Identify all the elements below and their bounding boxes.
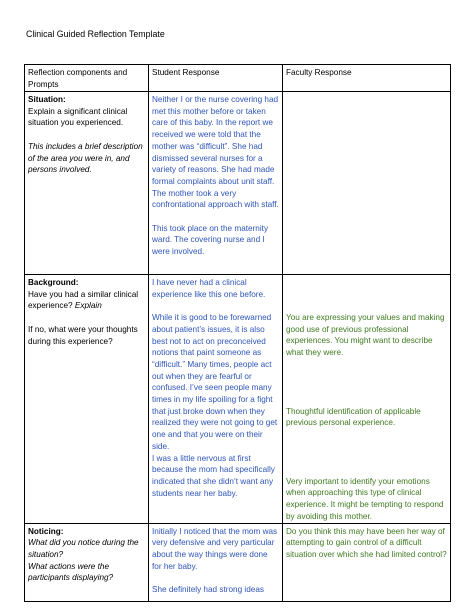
noticing-heading: Noticing: (28, 526, 64, 536)
noticing-student-text-2: She definitely had strong ideas (152, 585, 264, 595)
header-student-response: Student Response (149, 65, 283, 92)
noticing-prompt-cell (25, 523, 149, 601)
noticing-prompt-2: What actions were the participants displaying? (28, 561, 114, 583)
noticing-faculty-text-1: Do you think this may have been her way of attempting to gain control of a difficult situation over which she had limited control? (286, 526, 447, 559)
background-prompt-cell (25, 275, 149, 524)
page-title: Clinical Guided Reflection Template (26, 29, 165, 39)
noticing-student-cell[interactable] (149, 523, 283, 601)
situation-student-cell[interactable] (149, 92, 283, 275)
background-faculty-text-2: Thoughtful identification of applicable previous personal experience. (286, 406, 421, 428)
background-heading: Background: (28, 278, 79, 287)
noticing-prompt-1: What did you notice during the situation? (28, 538, 139, 559)
situation-row (25, 92, 451, 275)
noticing-student-text-1: Initially I noticed that the mom was very defensive and very particular about the way things were done for her baby. (152, 526, 278, 571)
background-faculty-text-1: You are expressing your values and making good use of previous professional experiences. You might want to describe what they were. (286, 313, 445, 358)
situation-prompt-cell (25, 92, 149, 275)
background-student-text-3: I was a little nervous at first because the mom had specifically indicated that she didn’t want any students near her baby. (152, 453, 275, 498)
header-faculty-response: Faculty Response (283, 65, 451, 92)
situation-student-text-1: Neither I or the nurse covering had met this mother before or taken care of this baby. In the report we received we were told that the mother was “difficult”. She had dismissed several nurses for a variety of reasons. She had made formal complaints about unit staff. The mother took a very confrontational approach with staff. (152, 95, 279, 210)
background-prompt-1-em: Explain (74, 301, 102, 311)
situation-heading: Situation: (28, 95, 66, 104)
situation-prompt: Explain a significant clinical situation you experienced. (28, 106, 128, 128)
background-row (25, 275, 451, 524)
background-faculty-text-3: Very important to identify your emotions when approaching this type of clinical experience. It might be tempting to respond by avoiding this mother. (286, 476, 444, 521)
background-prompt-1: Have you had a similar clinical experience? (28, 289, 139, 311)
noticing-faculty-cell[interactable] (283, 523, 451, 601)
header-components: Reflection components and Prompts (25, 65, 149, 92)
table-header-row (25, 65, 451, 92)
reflection-table (24, 64, 451, 602)
situation-note: This includes a brief description of the area you were in, and persons involved. (28, 141, 143, 175)
background-prompt-2: If no, what were your thoughts during this experience? (28, 324, 138, 346)
background-student-text-1: I have never had a clinical experience like this one before. (152, 278, 266, 299)
background-student-cell[interactable] (149, 275, 283, 524)
background-faculty-cell[interactable] (283, 275, 451, 524)
background-student-text-2: While it is good to be forewarned about patient’s issues, it is also best not to act on preconceived notions that paint someone as “difficult.” Many times, people act out when they are fearful or confused. I’ve seen people many times in my life spoiling for a fight that just broke down when they realized they were not going to get one and that you were on their side. (152, 313, 278, 451)
situation-student-text-2: This took place on the maternity ward. The covering nurse and I were involved. (152, 223, 269, 257)
situation-faculty-cell[interactable] (283, 92, 451, 275)
noticing-row (25, 523, 451, 601)
